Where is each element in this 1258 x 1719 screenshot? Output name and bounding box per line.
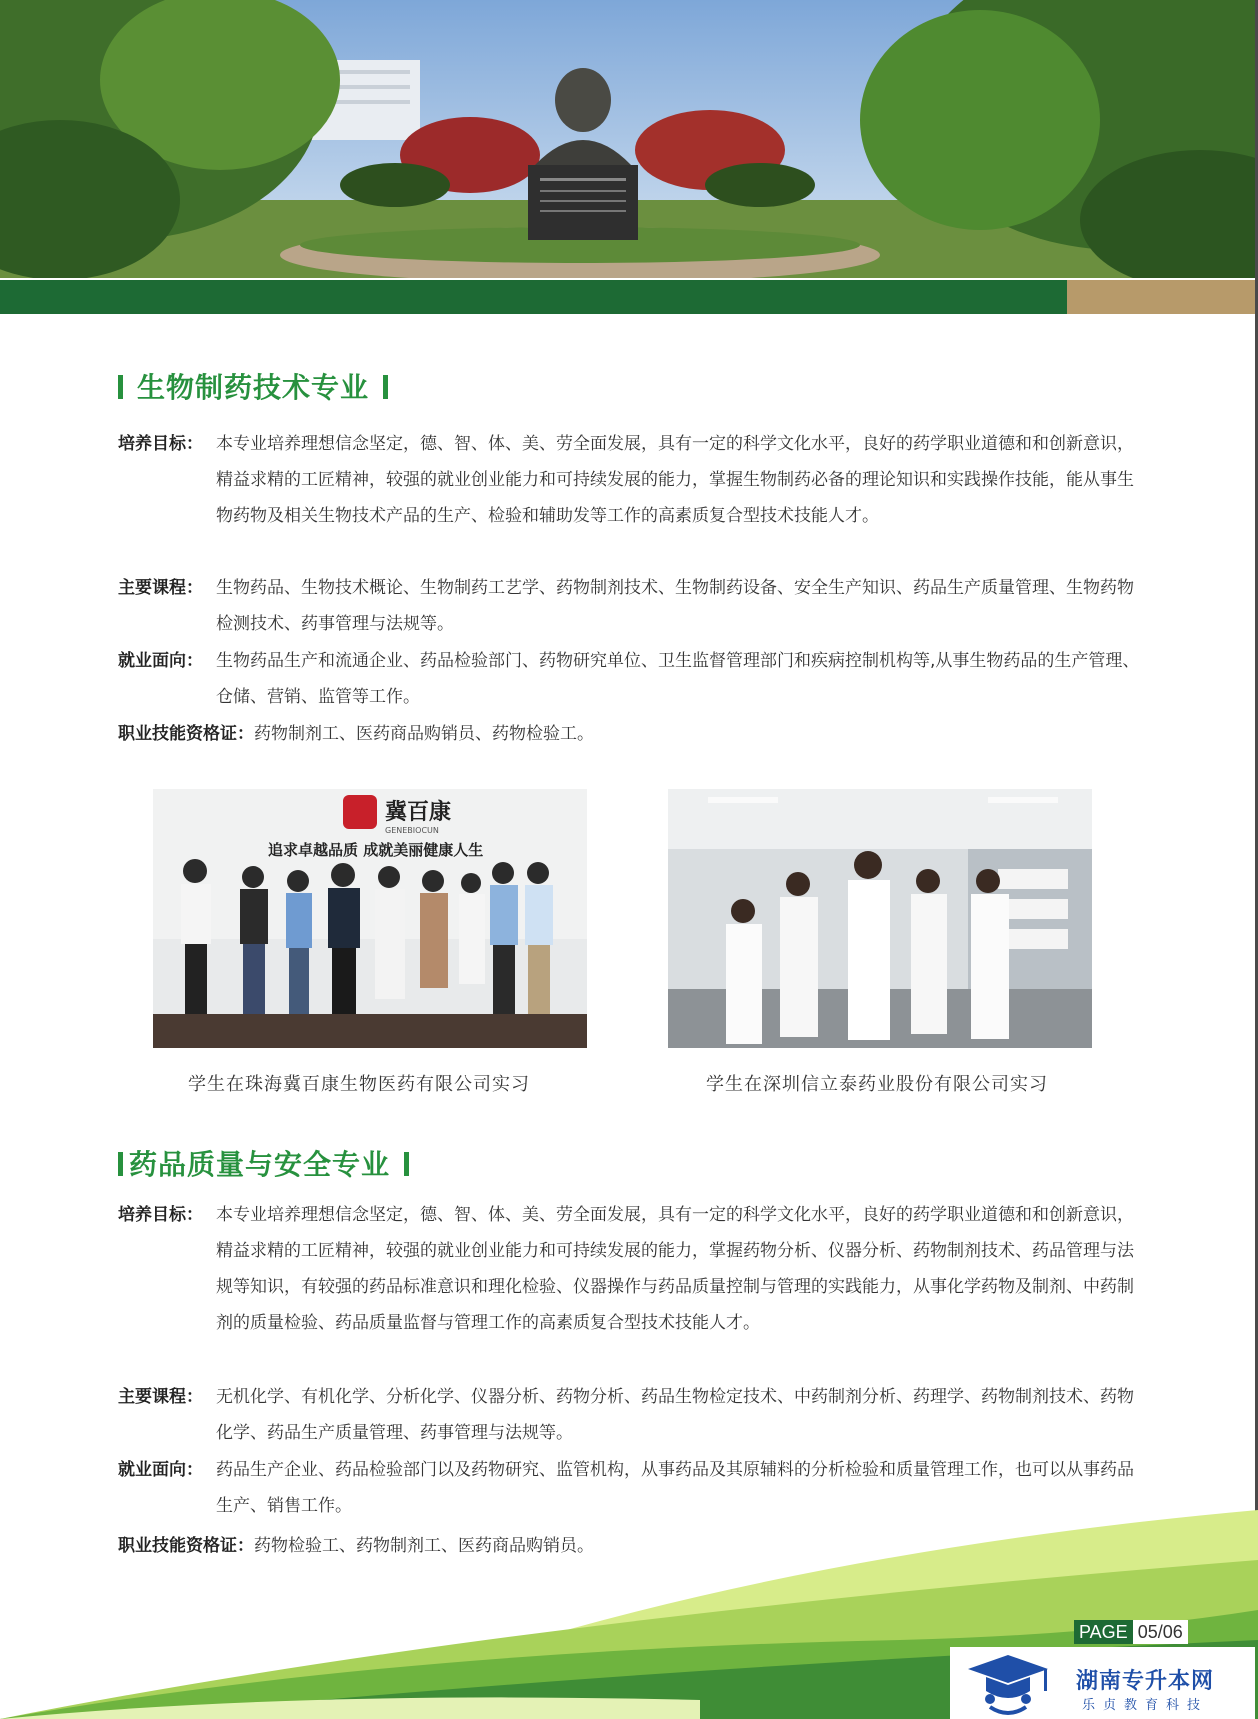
section-title-text: 药品质量与安全专业 xyxy=(129,1148,391,1181)
title-bar-right xyxy=(383,375,388,399)
banner-stripe-gold xyxy=(1067,280,1258,314)
jobs-text: 生物药品生产和流通企业、药品检验部门、药物研究单位、卫生监督管理部门和疾病控制机构等,从事生物药品的生产管理、仓储、营销、监管等工作。 xyxy=(216,651,1140,707)
section-title-biopharma xyxy=(118,366,388,406)
sign-slogan: 追求卓越品质 成就美丽健康人生 xyxy=(268,841,484,859)
title-bar-left xyxy=(118,375,123,399)
biopharma-employment xyxy=(118,643,1148,715)
cert-label: 职业技能资格证： xyxy=(118,724,254,744)
section-title-text: 生物制药技术专业 xyxy=(137,371,370,404)
page-number: 05/06 xyxy=(1133,1620,1188,1644)
brand-slogan: 乐贞教育科技 xyxy=(1082,1698,1209,1713)
jobs-text: 药品生产企业、药品检验部门以及药物研究、监管机构，从事药品及其原辅料的分析检验和质量管理工作，也可以从事药品生产、销售工作。 xyxy=(216,1460,1134,1516)
goal-label: 培养目标： xyxy=(118,434,203,454)
internship-photo-salubris xyxy=(668,789,1092,1048)
courses-text: 无机化学、有机化学、分析化学、仪器分析、药物分析、药品生物检定技术、中药制剂分析、药理学、药物制剂技术、药物化学、药品生产质量管理、药事管理与法规等。 xyxy=(216,1387,1134,1443)
page-label: PAGE xyxy=(1074,1620,1133,1644)
jobs-label: 就业面向： xyxy=(118,1460,203,1480)
goal-text: 本专业培养理想信念坚定，德、智、体、美、劳全面发展，具有一定的科学文化水平，良好的药学职业道德和和创新意识，精益求精的工匠精神，较强的就业创业能力和可持续发展的能力，掌握药物分析、仪器分析、药物制剂技术、药品管理与法规等知识，有较强的药品标准意识和理化检验、仪器操作与药品质量控制与管理的实践能力，从事化学药物及制剂、中药制剂的质量检验、药品质量监督与管理工作的高素质复合型技术技能人才。 xyxy=(216,1205,1134,1333)
quality-main-courses xyxy=(118,1379,1148,1451)
brand-name: 湖南专升本网 xyxy=(1076,1669,1215,1694)
section-title-drug-quality xyxy=(118,1143,409,1183)
cert-text: 药物检验工、药物制剂工、医药商品购销员。 xyxy=(254,1536,594,1556)
courses-label: 主要课程： xyxy=(118,1387,203,1407)
banner-stripe-green xyxy=(0,280,1067,314)
cert-label: 职业技能资格证： xyxy=(118,1536,254,1556)
quality-training-goal xyxy=(118,1197,1148,1341)
title-bar-left xyxy=(118,1152,123,1176)
caption-left: 学生在珠海冀百康生物医药有限公司实习 xyxy=(188,1074,530,1095)
biopharma-main-courses xyxy=(118,570,1148,642)
title-bar-right xyxy=(404,1152,409,1176)
graduation-cap-icon xyxy=(960,1647,1060,1719)
sign-brand: 冀百康 xyxy=(385,800,452,825)
caption-right: 学生在深圳信立泰药业股份有限公司实习 xyxy=(706,1074,1048,1095)
biopharma-training-goal xyxy=(118,426,1148,534)
goal-label: 培养目标： xyxy=(118,1205,203,1225)
courses-text: 生物药品、生物技术概论、生物制药工艺学、药物制剂技术、生物制药设备、安全生产知识、药品生产质量管理、生物药物检测技术、药事管理与法规等。 xyxy=(216,578,1134,634)
page-indicator xyxy=(1074,1620,1188,1644)
courses-label: 主要课程： xyxy=(118,578,203,598)
campus-banner-photo xyxy=(0,0,1258,278)
goal-text: 本专业培养理想信念坚定，德、智、体、美、劳全面发展，具有一定的科学文化水平，良好的药学职业道德和和创新意识，精益求精的工匠精神，较强的就业创业能力和可持续发展的能力，掌握生物制药必备的理论知识和实践操作技能，能从事生物药物及相关生物技术产品的生产、检验和辅助发等工作的高素质复合型技术技能人才。 xyxy=(216,434,1134,526)
jobs-label: 就业面向： xyxy=(118,651,203,671)
internship-photo-jibaikang xyxy=(153,789,587,1048)
cert-text: 药物制剂工、医药商品购销员、药物检验工。 xyxy=(254,724,594,744)
biopharma-certificates xyxy=(118,716,1148,752)
sign-brand-en: GENEBIOCUN xyxy=(385,826,439,835)
